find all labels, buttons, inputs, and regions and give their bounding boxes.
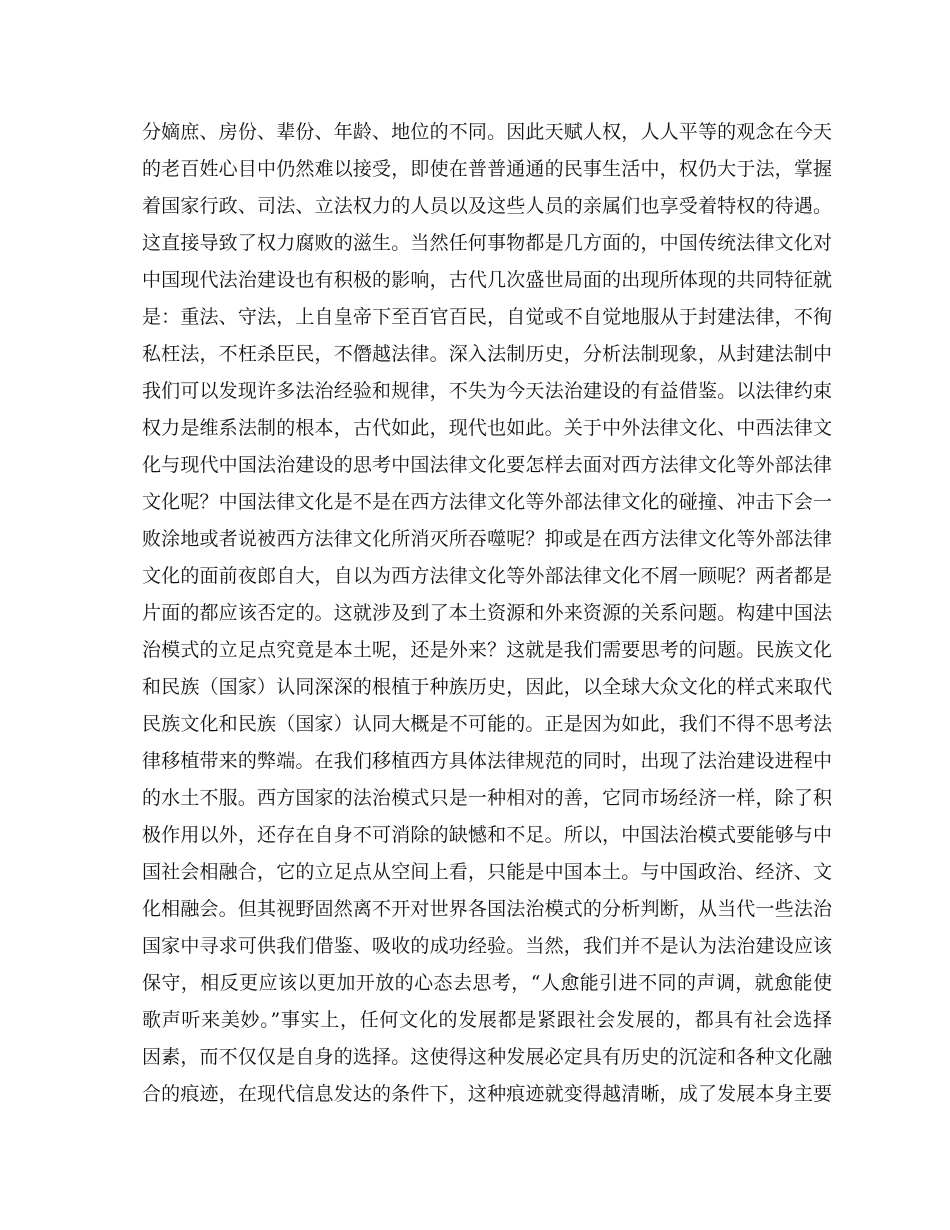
text-line: 片面的都应该否定的。这就涉及到了本土资源和外来资源的关系问题。构建中国法	[142, 602, 832, 624]
text-line: 国家中寻求可供我们借鉴、吸收的成功经验。当然，我们并不是认为法治建设应该	[142, 935, 832, 957]
text-line: 国社会相融合，它的立足点从空间上看，只能是中国本土。与中国政治、经济、文	[142, 861, 832, 883]
body-text	[142, 114, 832, 1113]
text-line: 私枉法，不枉杀臣民，不僭越法律。深入法制历史，分析法制现象，从封建法制中	[142, 343, 832, 365]
text-line: 着国家行政、司法、立法权力的人员以及这些人员的亲属们也享受着特权的待遇。	[142, 195, 832, 217]
text-line: 因素，而不仅仅是自身的选择。这使得这种发展必定具有历史的沉淀和各种文化融	[142, 1046, 832, 1068]
text-line: 这直接导致了权力腐败的滋生。当然任何事物都是几方面的，中国传统法律文化对	[142, 232, 832, 254]
text-line: 的水土不服。西方国家的法治模式只是一种相对的善，它同市场经济一样，除了积	[142, 787, 832, 809]
text-line: 的老百姓心目中仍然难以接受，即使在普普通通的民事生活中，权仍大于法，掌握	[142, 158, 832, 180]
text-line: 权力是维系法制的根本，古代如此，现代也如此。关于中外法律文化、中西法律文	[142, 417, 832, 439]
text-line: 我们可以发现许多法治经验和规律，不失为今天法治建设的有益借鉴。以法律约束	[142, 380, 832, 402]
text-line: 极作用以外，还存在自身不可消除的缺憾和不足。所以，中国法治模式要能够与中	[142, 824, 832, 846]
text-line: 保守，相反更应该以更加开放的心态去思考，“人愈能引进不同的声调，就愈能使	[142, 972, 832, 994]
text-line: 是：重法、守法，上自皇帝下至百官百民，自觉或不自觉地服从于封建法律，不徇	[142, 306, 832, 328]
text-line: 化与现代中国法治建设的思考中国法律文化要怎样去面对西方法律文化等外部法律	[142, 454, 832, 476]
text-line: 律移植带来的弊端。在我们移植西方具体法律规范的同时，出现了法治建设进程中	[142, 750, 832, 772]
text-line: 治模式的立足点究竟是本土呢，还是外来？这就是我们需要思考的问题。民族文化	[142, 639, 832, 661]
text-line: 中国现代法治建设也有积极的影响，古代几次盛世局面的出现所体现的共同特征就	[142, 269, 832, 291]
text-line: 败涂地或者说被西方法律文化所消灭所吞噬呢？抑或是在西方法律文化等外部法律	[142, 528, 832, 550]
text-line: 文化的面前夜郎自大，自以为西方法律文化等外部法律文化不屑一顾呢？两者都是	[142, 565, 832, 587]
text-line: 分嫡庶、房份、辈份、年龄、地位的不同。因此天赋人权，人人平等的观念在今天	[142, 121, 832, 143]
text-line: 和民族（国家）认同深深的根植于种族历史，因此，以全球大众文化的样式来取代	[142, 676, 832, 698]
text-line: 化相融会。但其视野固然离不开对世界各国法治模式的分析判断，从当代一些法治	[142, 898, 832, 920]
text-line: 民族文化和民族（国家）认同大概是不可能的。正是因为如此，我们不得不思考法	[142, 713, 832, 735]
text-line: 歌声听来美妙。”事实上，任何文化的发展都是紧跟社会发展的，都具有社会选择	[142, 1009, 832, 1031]
text-line: 文化呢？中国法律文化是不是在西方法律文化等外部法律文化的碰撞、冲击下会一	[142, 491, 832, 513]
text-line: 合的痕迹，在现代信息发达的条件下，这种痕迹就变得越清晰，成了发展本身主要	[142, 1083, 832, 1105]
